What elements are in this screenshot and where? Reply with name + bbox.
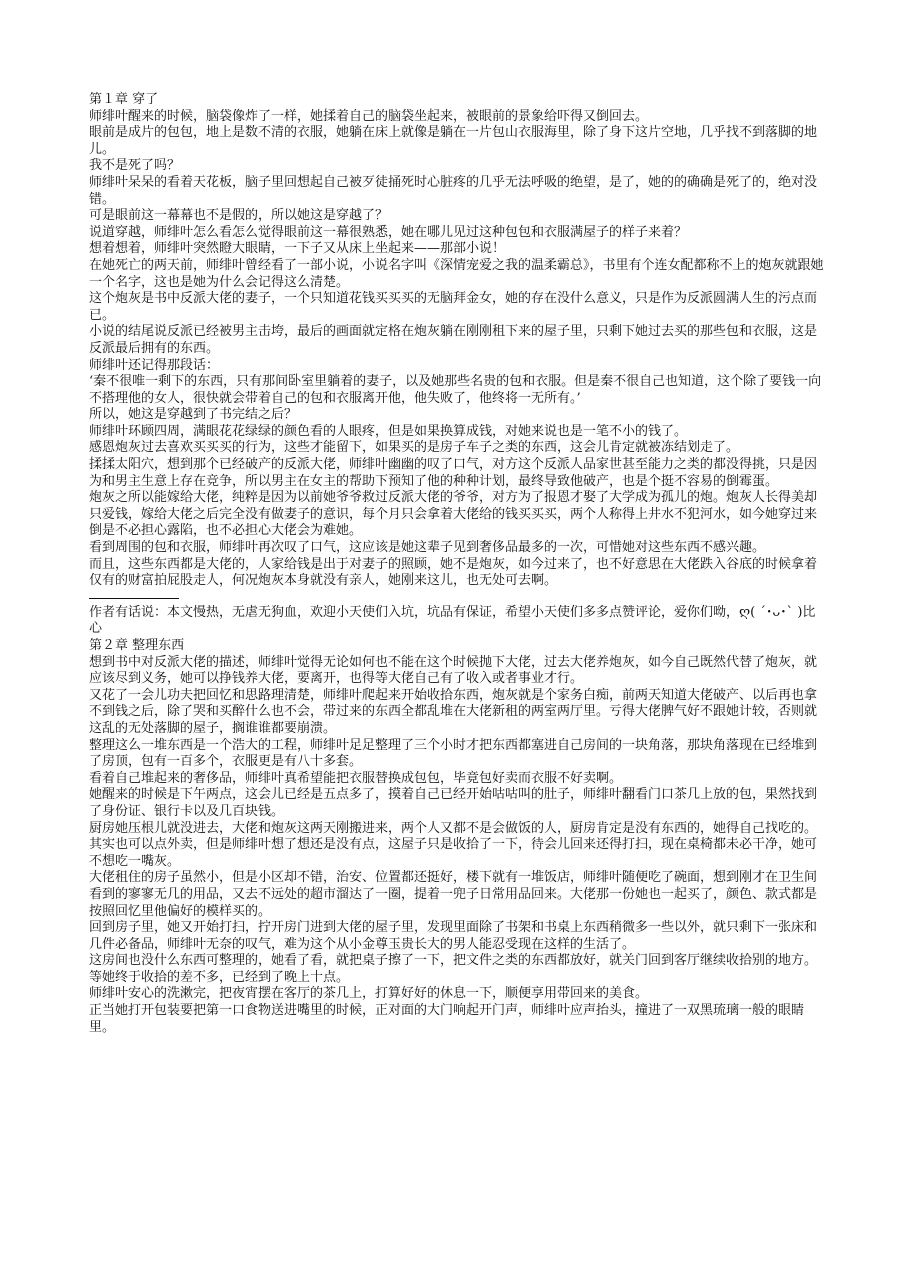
paragraph: 师绯叶醒来的时候，脑袋像炸了一样，她揉着自己的脑袋坐起来，被眼前的景象给吓得又倒回去。 [89,108,649,124]
paragraph: 想到书中对反派大佬的描述，师绯叶觉得无论如何也不能在这个时候抛下大佬，过去大佬养炮灰，如今自己既然代替了炮灰，就应该尽到义务，她可以挣钱养大佬，要离开，也得等大佬自己有了收入或者事业才行。 [89,654,818,687]
paragraph: 在她死亡的两天前，师绯叶曾经看了一部小说，小说名字叫《深情宠爱之我的温柔霸总》，书里有个连女配都称不上的炮灰就跟她一个名字，这也是她为什么会记得这么清楚。 [89,257,824,290]
paragraph: 而且，这些东西都是大佬的，人家给钱是出于对妻子的照顾，她不是炮灰，如今过来了，也不好意思在大佬跌入谷底的时候拿着仅有的财富拍屁股走人，何况炮灰本身就没有亲人，她刚来这儿，也无处可去啊。 [89,556,818,589]
paragraph: 第１章 穿了 [89,92,159,107]
paragraph: 等她终于收拾的差不多，已经到了晚上十点。 [89,969,350,985]
document-page [89,92,824,1036]
paragraph: 师绯叶还记得那段话： [89,357,220,373]
paragraph: 小说的结尾说反派已经被男主击垮，最后的画面就定格在炮灰躺在刚刚租下来的屋子里，只剩下她过去买的那些包和衣服，这是反派最后拥有的东西。 [89,324,818,356]
paragraph: 作者有话说：本文慢热，无虐无狗血，欢迎小天使们入坑，坑品有保证，希望小天使们多多点赞评论，爱你们呦，ღ( ´･ᴗ･` )比心 [89,604,816,637]
paragraph: 揉揉太阳穴，想到那个已经破产的反派大佬，师绯叶幽幽的叹了口气，对方这个反派人品家世甚至能力之类的都没得挑，只是因为和男主生意上存在竞争，所以男主在女主的帮助下预知了他的种种计划，最终导致他破产，也是个挺不容易的倒霉蛋。 [89,457,818,489]
paragraph: 厨房她压根儿就没进去，大佬和炮灰这两天刚搬进来，两个人又都不是会做饭的人，厨房肯定是没有东西的，她得自己找吃的。 [89,820,818,836]
paragraph: 这个炮灰是书中反派大佬的妻子，一个只知道花钱买买买的无脑拜金女，她的存在没什么意义，只是作为反派圆满人生的污点而已。 [89,291,818,323]
paragraph: 第２章 整理东西 [89,638,185,653]
paragraph: 师绯叶环顾四周，满眼花花绿绿的颜色看的人眼疼，但是如果换算成钱，对她来说也是一笔不小的钱了。 [89,423,688,439]
paragraph: 其实也可以点外卖，但是师绯叶想了想还是没有点，这屋子只是收拾了一下，待会儿回来还得打扫，现在桌椅都未必干净，她可不想吃一嘴灰。 [89,837,818,869]
paragraph: 感恩炮灰过去喜欢买买买的行为，这些才能留下，如果买的是房子车子之类的东西，这会儿肯定就被冻结划走了。 [89,440,740,456]
paragraph: 又花了一会儿功夫把回忆和思路理清楚，师绯叶爬起来开始收拾东西，炮灰就是个家务白痴，前两天知道大佬破产、以后再也拿不到钱之后，除了哭和买醉什么也不会，带过来的东西全都乱堆在大佬新租的两室两厅里。亏得大佬脾气好不跟她计较，否则就这乱的无处落脚的屋子，搁谁谁都要崩溃。 [89,687,818,736]
paragraph: 可是眼前这一幕幕也不是假的，所以她这是穿越了？ [89,208,389,224]
divider-line [89,598,179,599]
paragraph: 想着想着，师绯叶突然瞪大眼睛，一下子又从床上坐起来——那部小说！ [89,241,506,257]
paragraph: 回到房子里，她又开始打扫，拧开房门进到大佬的屋子里，发现里面除了书架和书桌上东西稍微多一些以外，就只剩下一张床和几件必备品，师绯叶无奈的叹气，难为这个从小金尊玉贵长大的男人能忍受现在这样的生活了。 [89,920,818,952]
paragraph: 看着自己堆起来的奢侈品，师绯叶真希望能把衣服替换成包包，毕竟包好卖而衣服不好卖啊。 [89,770,623,786]
paragraph: 她醒来的时候是下午两点，这会儿已经是五点多了，摸着自己已经开始咕咕叫的肚子，师绯叶翻看门口茶几上放的包，果然找到了身份证、银行卡以及几百块钱。 [89,787,818,819]
paragraph: 看到周围的包和衣服，师绯叶再次叹了口气，这应该是她这辈子见到奢侈品最多的一次，可惜她对这些东西不感兴趣。 [89,540,766,556]
paragraph: ‘秦不很唯一剩下的东西，只有那间卧室里躺着的妻子，以及她那些名贵的包和衣服。但是秦不很自己也知道，这个除了要钱一向不搭理他的女人，很快就会带着自己的包和衣服离开他，他失败了，他终将一无所有。’ [89,374,822,406]
paragraph: 炮灰之所以能嫁给大佬，纯粹是因为以前她爷爷救过反派大佬的爷爷，对方为了报恩才娶了大学成为孤儿的炮。炮灰人长得美却只爱钱，嫁给大佬之后完全没有做妻子的意识，每个月只会拿着大佬给的钱买买买，两个人称得上井水不犯河水，如今她穿过来倒是不必担心露陷，也不必担心大佬会为难她。 [89,490,818,539]
paragraph: 所以，她这是穿越到了书完结之后？ [89,407,298,423]
paragraph: 这房间也没什么东西可整理的，她看了看，就把桌子擦了一下，把文件之类的东西都放好，就关门回到客厅继续收拾别的地方。 [89,953,818,969]
chapter-1-section [89,92,824,590]
paragraph: 我不是死了吗？ [89,158,181,174]
paragraph: 师绯叶安心的洗漱完，把夜宵摆在客厅的茶几上，打算好好的休息一下，顺便享用带回来的美食。 [89,986,649,1002]
paragraph: 正当她打开包装要把第一口食物送进嘴里的时候，正对面的大门响起开门声，师绯叶应声抬头，撞进了一双黑琉璃一般的眼睛里。 [89,1003,805,1035]
paragraph: 整理这么一堆东西是一个浩大的工程，师绯叶足足整理了三个小时才把东西都塞进自己房间的一块角落，那块角落现在已经堆到了房顶，包有一百多个，衣服更是有八十多套。 [89,737,818,770]
paragraph: 眼前是成片的包包，地上是数不清的衣服，她躺在床上就像是躺在一片包山衣服海里，除了身下这片空地，几乎找不到落脚的地儿。 [89,125,818,157]
paragraph: 大佬租住的房子虽然小，但是小区却不错，治安、位置都还挺好，楼下就有一堆饭店，师绯叶随便吃了碗面，想到刚才在卫生间看到的寥寥无几的用品，又去不远处的超市溜达了一圈，提着一兜子日常用品回来。大佬那一份她也一起买了，颜色、款式都是按照回忆里他偏好的模样买的。 [89,870,818,919]
paragraph: 师绯叶呆呆的看着天花板，脑子里回想起自己被歹徒捅死时心脏疼的几乎无法呼吸的绝望，是了，她的的确确是死了的，绝对没错。 [89,174,818,207]
paragraph: 说道穿越，师绯叶怎么看怎么觉得眼前这一幕很熟悉，她在哪儿见过这种包包和衣服满屋子的样子来着？ [89,224,688,240]
chapter-2-section [89,605,824,1036]
